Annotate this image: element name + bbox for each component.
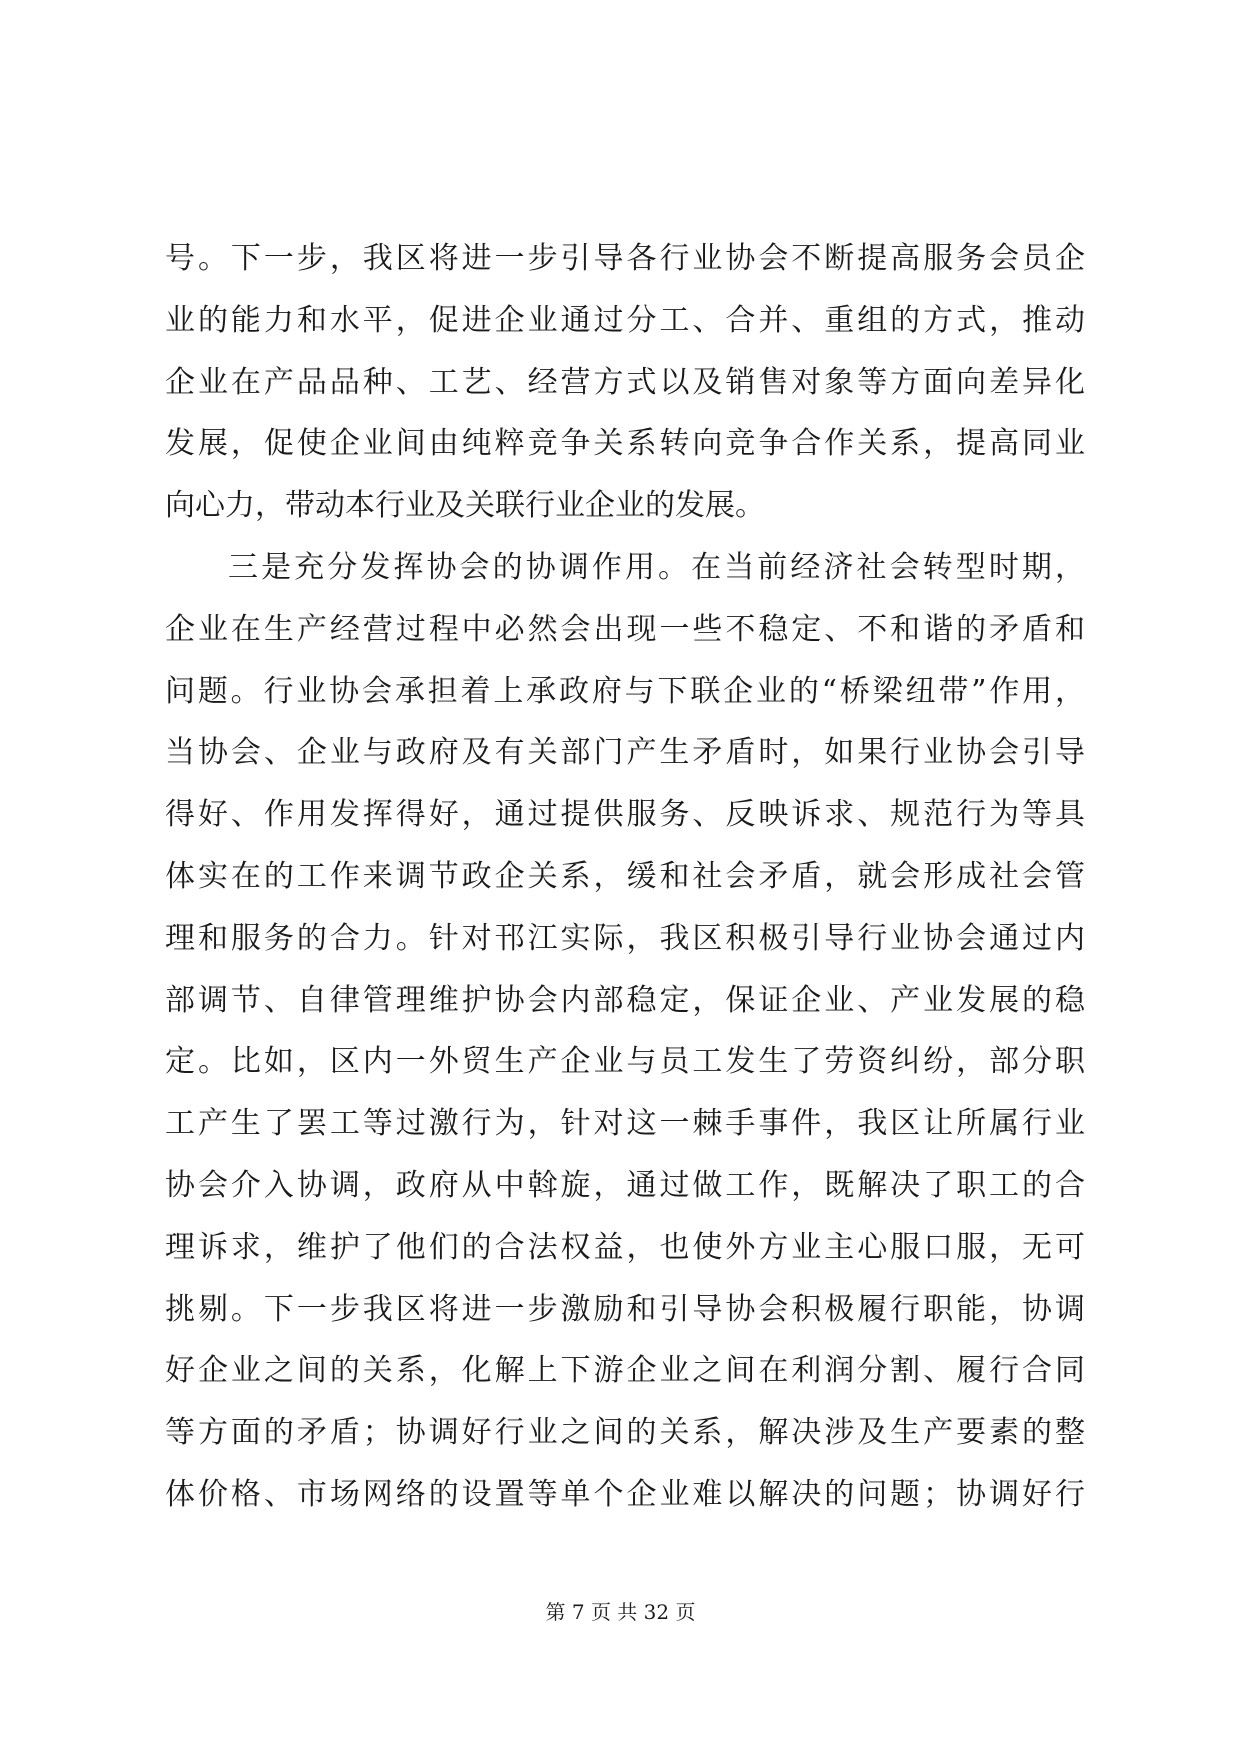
- text-line: 挑剔。下一步我区将进一步激励和引导协会积极履行职能，协调: [165, 1291, 1085, 1327]
- text-line: 好企业之间的关系，化解上下游企业之间在利润分割、履行合同: [165, 1353, 1085, 1389]
- text-line: 协会介入协调，政府从中斡旋，通过做工作，既解决了职工的合: [165, 1167, 1085, 1203]
- text-line: 企业在生产经营过程中必然会出现一些不稳定、不和谐的矛盾和: [165, 611, 1085, 647]
- text-line: 发展，促使企业间由纯粹竞争关系转向竞争合作关系，提高同业: [165, 426, 1085, 462]
- text-line: 得好、作用发挥得好，通过提供服务、反映诉求、规范行为等具: [165, 797, 1085, 833]
- text-line: 业的能力和水平，促进企业通过分工、合并、重组的方式，推动: [165, 302, 1085, 338]
- text-line: 体实在的工作来调节政企关系，缓和社会矛盾，就会形成社会管: [165, 858, 1085, 894]
- text-line: 企业在产品品种、工艺、经营方式以及销售对象等方面向差异化: [165, 364, 1085, 400]
- text-line: 体价格、市场网络的设置等单个企业难以解决的问题；协调好行: [165, 1476, 1085, 1512]
- text-line: 定。比如，区内一外贸生产企业与员工发生了劳资纠纷，部分职: [165, 1044, 1085, 1080]
- text-line: 理诉求，维护了他们的合法权益，也使外方业主心服口服，无可: [165, 1229, 1085, 1265]
- text-line: 向心力，带动本行业及关联行业企业的发展。: [165, 488, 765, 524]
- text-line: 理和服务的合力。针对邗江实际，我区积极引导行业协会通过内: [165, 920, 1085, 956]
- document-body: [165, 228, 1085, 1526]
- text-line: 部调节、自律管理维护协会内部稳定，保证企业、产业发展的稳: [165, 982, 1085, 1018]
- text-line: 问题。行业协会承担着上承政府与下联企业的“桥梁纽带”作用，: [165, 673, 1085, 709]
- text-line: 等方面的矛盾；协调好行业之间的关系，解决涉及生产要素的整: [165, 1415, 1085, 1451]
- paragraph-first-line: 三是充分发挥协会的协调作用。在当前经济社会转型时期，: [228, 549, 1085, 585]
- page-number-footer: 第 7 页 共 32 页: [545, 1600, 696, 1624]
- text-line: 号。下一步，我区将进一步引导各行业协会不断提高服务会员企: [165, 241, 1085, 276]
- text-line: 当协会、企业与政府及有关部门产生矛盾时，如果行业协会引导: [165, 735, 1085, 771]
- text-line: 工产生了罢工等过激行为，针对这一棘手事件，我区让所属行业: [165, 1106, 1085, 1142]
